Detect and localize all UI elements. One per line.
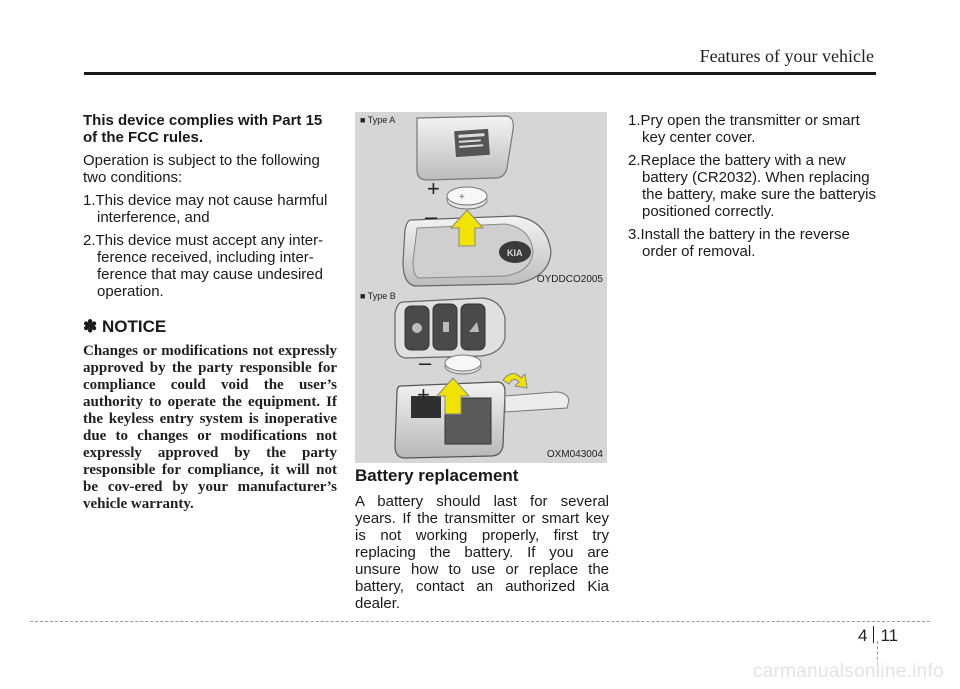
- figure-b-label: ■ Type B: [360, 291, 396, 301]
- smart-key-type-b-illustration: [355, 288, 607, 463]
- figure-b-plus: +: [417, 382, 430, 407]
- figure-a-code: OYDDCO2005: [536, 274, 603, 285]
- battery-replacement-title: Battery replacement: [355, 466, 519, 485]
- fcc-statement: This device complies with Part 15 of the FCC rules.: [83, 112, 323, 146]
- svg-text:KIA: KIA: [507, 248, 523, 258]
- header-rule: [84, 72, 876, 75]
- watermark: carmanualsonline.info: [752, 661, 944, 682]
- fcc-condition-2: 2.This device must accept any inter-ference received, including inter-ference that may cause undesired operation.: [83, 232, 324, 300]
- battery-step-1: 1.Pry open the transmitter or smart key center cover.: [628, 112, 860, 146]
- footer-rule: [30, 621, 930, 622]
- notice-title: ✽ NOTICE: [83, 317, 167, 336]
- notice-body: Changes or modifications not expressly approved by the party responsible for compliance could void the user’s authority to operate the equipment. If the keyless entry system is inoperative due to changes or modifications not expressly approved by the party responsible for compliance, it will not be cov-ered by your manufacturer’s vehicle warranty.: [83, 343, 337, 512]
- fcc-intro: Operation is subject to the following two conditions:: [83, 152, 320, 186]
- figure-b-minus: –: [419, 350, 432, 375]
- page-number-value: 11: [880, 626, 899, 645]
- figure-a-label: ■ Type A: [360, 115, 396, 125]
- battery-replacement-body: A battery should last for several years. If the transmitter or smart key is not working properly, first try replacing the battery. If you are unsure how to use or replace the battery, contact an authorized Kia dealer.: [355, 493, 609, 612]
- figure-type-b: [355, 288, 607, 463]
- figure-type-a: [355, 112, 607, 288]
- page-number: [858, 626, 898, 646]
- figure-b-code: OXM043004: [546, 449, 603, 460]
- svg-text:+: +: [459, 192, 465, 203]
- column-steps: [628, 112, 880, 266]
- battery-step-3: 3.Install the battery in the reverse order of removal.: [628, 226, 850, 260]
- page-number-separator: [873, 626, 874, 643]
- smart-key-type-a-illustration: [355, 112, 607, 288]
- fcc-conditions: [83, 192, 337, 300]
- battery-steps: [628, 112, 880, 260]
- figure-a-plus: +: [427, 176, 440, 201]
- page-header-title: Features of your vehicle: [699, 46, 874, 66]
- column-fcc: [83, 112, 337, 513]
- chapter-number: 4: [858, 626, 868, 645]
- figure-a-minus: –: [425, 204, 438, 229]
- battery-step-2: 2.Replace the battery with a new battery (CR2032). When replacing the battery, make sure the batteryis positioned correctly.: [628, 152, 877, 220]
- fcc-condition-1: 1.This device may not cause harmful interference, and: [83, 192, 328, 226]
